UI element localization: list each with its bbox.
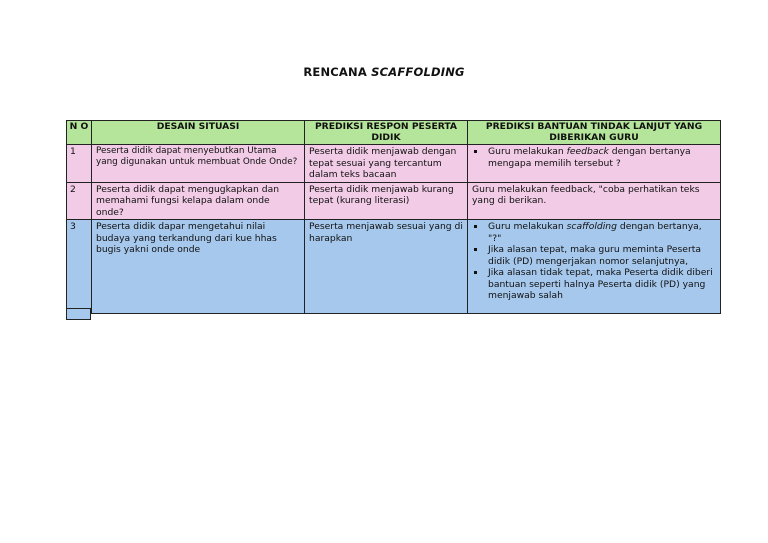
- bantuan-item: [488, 146, 716, 169]
- row-number: 1: [67, 145, 92, 183]
- respon-cell: Peserta menjawab sesuai yang di harapkan: [305, 220, 468, 314]
- row-number: 3: [67, 220, 92, 314]
- bantuan-text: Guru melakukan: [488, 146, 567, 157]
- bantuan-text: dengan bertanya mengapa memilih tersebut ?: [488, 146, 691, 169]
- table-header-row: [67, 121, 721, 145]
- desain-text: Peserta didik dapat menyebutkan Utama yang digunakan untuk membuat Onde Onde?: [96, 146, 298, 167]
- bantuan-cell: Guru melakukan feedback, "coba perhatikan teks yang di berikan.: [468, 182, 721, 220]
- page-title: [0, 65, 768, 79]
- bantuan-list: [472, 221, 716, 302]
- header-prediksi-respon: PREDIKSI RESPON PESERTA DIDIK: [305, 121, 468, 145]
- desain-cell: Peserta didik dapat mengugkapkan dan memahami fungsi kelapa dalam onde onde?: [92, 182, 305, 220]
- table-row: [67, 145, 721, 183]
- row-number: 2: [67, 182, 92, 220]
- bantuan-emphasis: feedback: [566, 146, 609, 157]
- scaffolding-table: [66, 120, 721, 314]
- header-prediksi-bantuan: PREDIKSI BANTUAN TINDAK LANJUT YANG DIBERIKAN GURU: [468, 121, 721, 145]
- respon-cell: Peserta didik menjawab kurang tepat (kurang literasi): [305, 182, 468, 220]
- bantuan-item: [488, 221, 716, 244]
- bantuan-cell: [468, 145, 721, 183]
- extra-cell: [66, 308, 91, 320]
- title-prefix: RENCANA: [303, 65, 372, 79]
- bantuan-text: Guru melakukan: [488, 221, 567, 232]
- bantuan-text: dengan bertanya, "?": [488, 221, 702, 244]
- bantuan-item: Jika alasan tidak tepat, maka Peserta didik diberi bantuan seperti halnya Peserta didik (PD) yang menjawab salah: [488, 267, 716, 302]
- table-row: [67, 220, 721, 314]
- bantuan-list: [472, 146, 716, 169]
- bantuan-cell: [468, 220, 721, 314]
- title-emphasis: SCAFFOLDING: [371, 65, 465, 79]
- header-no: N O: [67, 121, 92, 145]
- respon-cell: Peserta didik menjawab dengan tepat sesuai yang tercantum dalam teks bacaan: [305, 145, 468, 183]
- table-row: [67, 182, 721, 220]
- desain-cell: [92, 145, 305, 183]
- desain-cell: Peserta didik dapar mengetahui nilai budaya yang terkandung dari kue hhas bugis yakni onde onde: [92, 220, 305, 314]
- bantuan-emphasis: scaffolding: [566, 221, 617, 232]
- bantuan-item: Jika alasan tepat, maka guru meminta Peserta didik (PD) mengerjakan nomor selanjutnya,: [488, 244, 716, 267]
- header-desain-situasi: DESAIN SITUASI: [92, 121, 305, 145]
